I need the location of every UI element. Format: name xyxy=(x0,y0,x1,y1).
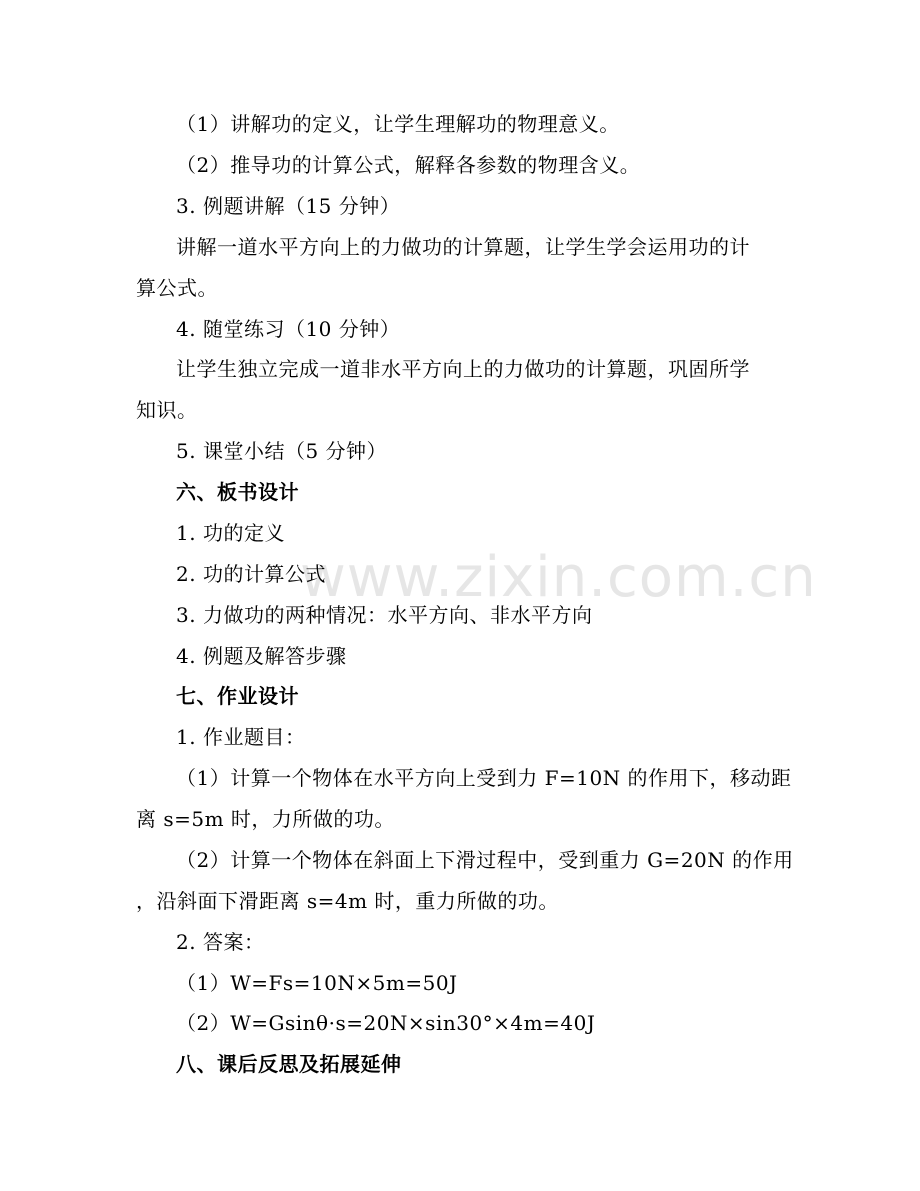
list-item: 1. 功的定义 xyxy=(176,521,285,545)
section-item: 3. 例题讲解（15 分钟） xyxy=(176,194,401,218)
section-heading: 七、作业设计 xyxy=(176,684,299,708)
list-item: 4. 例题及解答步骤 xyxy=(176,644,347,668)
answer-line: （1）W=Fs=10N×5m=50J xyxy=(176,971,458,995)
list-item: 3. 力做功的两种情况：水平方向、非水平方向 xyxy=(176,603,593,627)
section-heading: 八、课后反思及拓展延伸 xyxy=(176,1052,402,1076)
paragraph-line: （2）计算一个物体在斜面上下滑过程中，受到重力 G=20N 的作用 xyxy=(176,848,794,872)
section-item: 4. 随堂练习（10 分钟） xyxy=(176,317,401,341)
paragraph-line: ，沿斜面下滑距离 s=4m 时，重力所做的功。 xyxy=(136,889,559,913)
paragraph-line: 离 s=5m 时，力所做的功。 xyxy=(136,807,395,831)
watermark: www.zixin.com.cn xyxy=(300,545,817,610)
paragraph-line: （2）推导功的计算公式，解释各参数的物理含义。 xyxy=(176,153,641,177)
section-item: 5. 课堂小结（5 分钟） xyxy=(176,439,388,463)
list-item: 1. 作业题目： xyxy=(176,725,306,749)
answer-line: （2）W=Gsinθ·s=20N×sin30°×4m=40J xyxy=(176,1011,596,1035)
list-item: 2. 答案： xyxy=(176,930,265,954)
paragraph-line: （1）计算一个物体在水平方向上受到力 F=10N 的作用下，移动距 xyxy=(176,766,792,790)
list-item: 2. 功的计算公式 xyxy=(176,562,326,586)
section-heading: 六、板书设计 xyxy=(176,480,299,504)
paragraph-line: 讲解一道水平方向上的力做功的计算题，让学生学会运用功的计 xyxy=(176,235,750,259)
paragraph-line: （1）讲解功的定义，让学生理解功的物理意义。 xyxy=(176,112,620,136)
paragraph-line: 知识。 xyxy=(136,398,198,422)
paragraph-line: 让学生独立完成一道非水平方向上的力做功的计算题，巩固所学 xyxy=(176,357,750,381)
paragraph-line: 算公式。 xyxy=(136,276,218,300)
